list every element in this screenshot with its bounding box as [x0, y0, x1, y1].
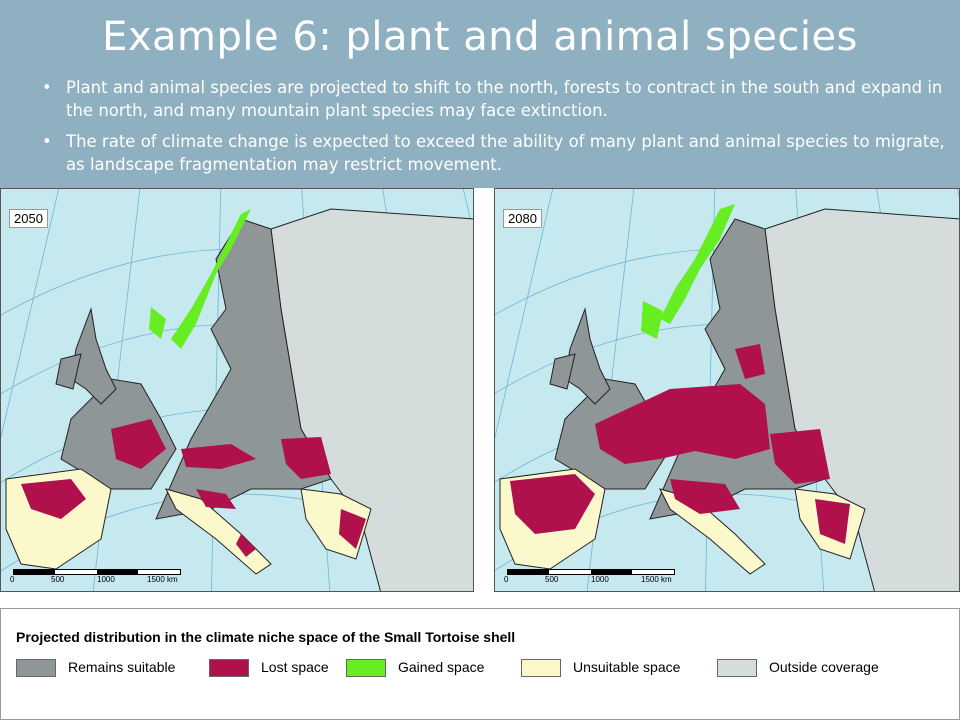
scale-label: 1500 km [147, 575, 178, 584]
legend-swatch [521, 659, 561, 677]
scale-label: 1000 [97, 575, 115, 584]
scale-label: 0 [504, 575, 509, 584]
legend-label: Remains suitable [68, 659, 176, 675]
land-outside [765, 209, 960, 592]
scale-bar [501, 567, 681, 587]
bullet-text: Plant and animal species are projected to shift to the north, forests to contract in the south and expand in the north, and many mountain plant species may face extinction. [66, 78, 943, 120]
map-year-label: 2080 [503, 209, 542, 228]
legend-swatch [16, 659, 56, 677]
legend-label: Gained space [398, 659, 485, 675]
slide-title: Example 6: plant and animal species [102, 14, 858, 60]
legend-swatch [346, 659, 386, 677]
bullet-item [40, 76, 945, 122]
europe-map-2050 [1, 189, 474, 592]
map-2080 [494, 188, 960, 592]
slide-header [0, 0, 960, 188]
map-year-label: 2050 [9, 209, 48, 228]
scale-label: 500 [545, 575, 559, 584]
legend-swatch [717, 659, 757, 677]
map-2050 [0, 188, 474, 592]
bullet-list [40, 76, 945, 184]
bullet-dot-icon: • [42, 78, 52, 97]
europe-map-2080 [495, 189, 960, 592]
scale-label: 1500 km [641, 575, 672, 584]
legend-label: Lost space [261, 659, 329, 675]
map-legend [0, 608, 960, 720]
bullet-item [40, 130, 945, 176]
bullet-dot-icon: • [42, 132, 52, 151]
legend-label: Unsuitable space [573, 659, 681, 675]
bullet-text: The rate of climate change is expected to exceed the ability of many plant and animal species to migrate, as landscape fragmentation may restrict movement. [66, 132, 945, 174]
scale-bar [7, 567, 187, 587]
legend-title: Projected distribution in the climate niche space of the Small Tortoise shell [16, 629, 516, 645]
legend-label: Outside coverage [769, 659, 879, 675]
legend-swatch [209, 659, 249, 677]
scale-label: 500 [51, 575, 65, 584]
land-outside [271, 209, 474, 592]
scale-label: 0 [10, 575, 15, 584]
scale-label: 1000 [591, 575, 609, 584]
